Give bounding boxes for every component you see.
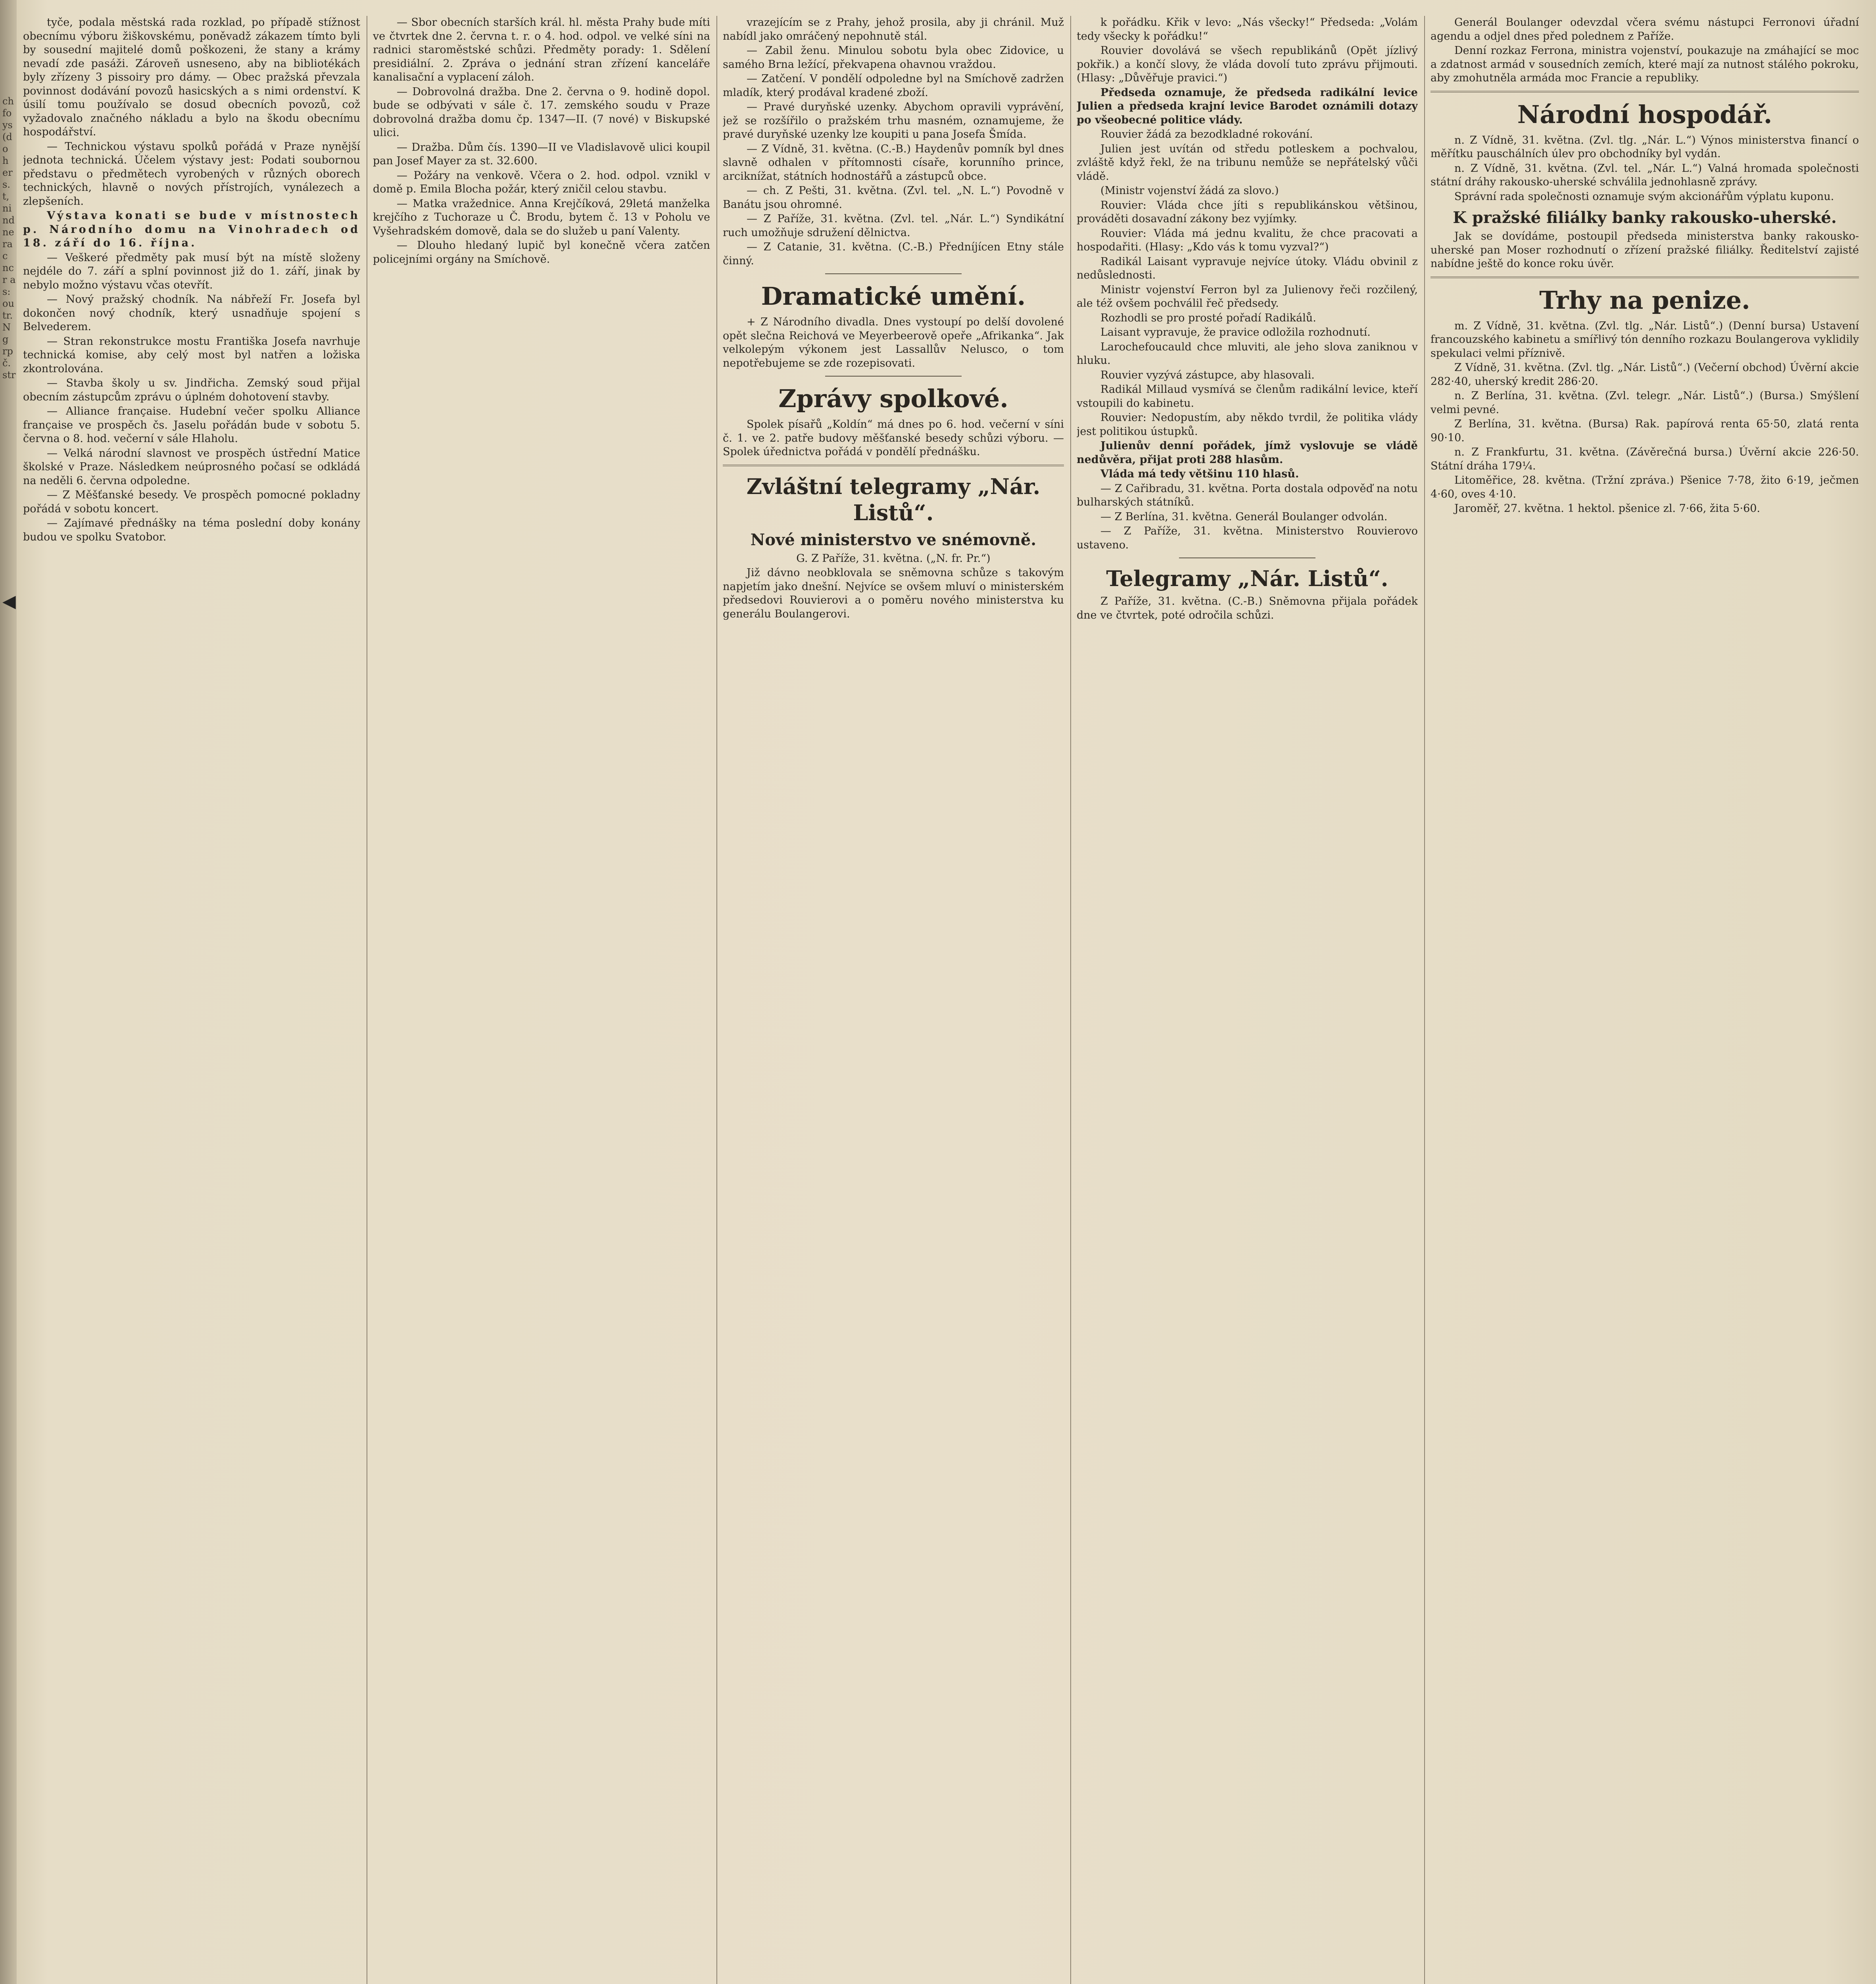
divider-double-rule <box>1431 91 1859 92</box>
col5-para-1: Generál Boulanger odevzdal včera svému nástupci Ferronovi úřadní agendu a odjel dnes před polednem z Paříže. <box>1431 16 1859 42</box>
telegram-dateline: G. Z Paříže, 31. května. („N. fr. Pr.“) <box>796 552 991 565</box>
col4-para-6: (Ministr vojenství žádá za slovo.) <box>1100 185 1279 197</box>
col1-para-5: — Stran rekonstrukce mostu Františka Josefa navrhuje technická komise, aby celý most byl natřen a ložiska zkontrolována. <box>23 335 360 375</box>
section-heading-drama: Dramatické umění. <box>761 282 1026 311</box>
col2-para-2: — Dobrovolná dražba. Dne 2. června o 9. hodině dopol. bude se odbývati v sále č. 17. zemského soudu v Praze dobrovolná dražba domu čp. 1347—II. (7 nové) v Biskupské ulici. <box>373 85 710 139</box>
col4-para-18: Vláda má tedy většinu 110 hlasů. <box>1100 468 1299 480</box>
col4-para-21: — Z Paříže, 31. května. Ministerstvo Rouvierovo ustaveno. <box>1077 525 1418 551</box>
col4-para-9: Radikál Laisant vypravuje nejvíce útoky. Vládu obvinil z nedůslednosti. <box>1077 255 1418 281</box>
column-separator <box>1424 16 1425 1984</box>
col5-bank-text: Jak se dovídáme, postoupil předseda ministerstva banky rakousko-uherské pan Moser rozhodnutí o zřízení pražské filiálky. Ředitelství zajisté nabídne ještě do konce roku úvěr. <box>1431 230 1859 270</box>
col4-para-16: Rouvier: Nedopustím, aby někdo tvrdil, že politika vlády jest politikou ústupků. <box>1077 411 1418 438</box>
col4-para-8: Rouvier: Vláda má jednu kvalitu, že chce pracovati a hospodařiti. (Hlasy: „Kdo vás k tomu vyzval?“) <box>1077 227 1418 253</box>
divider-double-rule <box>723 465 1064 466</box>
col5-market-5: n. Z Frankfurtu, 31. května. (Závěrečná bursa.) Úvěrní akcie 226·50. Státní dráha 179¼. <box>1431 446 1859 472</box>
col4-para-13: Larochefoucauld chce mluviti, ale jeho slova zaniknou v hluku. <box>1077 340 1418 367</box>
col1-para-8: — Velká národní slavnost ve prospěch ústřední Matice školské v Praze. Následkem neúprosného počasí se odkládá na neděli 6. června odpoledne. <box>23 447 360 487</box>
col1-para-1: tyče, podala městská rada rozklad, po případě stížnost obecnímu výboru žiškovskému, poněvadž zákazem tímto byli by sousední majitelé domů poškozeni, že stany a krámy nevadí zde pasáži. Zároveň usneseno, aby na bibliotékách byly zřízeny 3 pissoiry pro dámy. — Obec pražská převzala povinnost dodávání povozů hasicských a s nimi ordenství. K úsilí tomu používalo se dosud obecních povozů, což vyžadovalo značného nákladu a bylo na škodu obecnímu hospodářství. <box>23 16 360 138</box>
divider-double-rule <box>1431 277 1859 278</box>
col1-para-9: — Z Měšťanské besedy. Ve prospěch pomocné pokladny pořádá v sobotu koncert. <box>23 489 360 515</box>
col4-para-12: Laisant vypravuje, že pravice odložila rozhodnutí. <box>1100 326 1371 338</box>
col3-para-1: vrazejícím se z Prahy, jehož prosila, aby ji chránil. Muž nabídl jako omráčený nepohnutě stál. <box>723 16 1064 42</box>
margin-fragment-text: ch fo ys (do h er s. t, ni nd ne rac ncr as: ou tr. Ng rp č. str <box>2 96 16 381</box>
col4-para-17: Julienův denní pořádek, jímž vyslovuje se vládě nedůvěra, přijat proti 288 hlasům. <box>1077 440 1418 466</box>
col3-para-2: — Zabil ženu. Minulou sobotu byla obec Zidovice, u samého Brna ležící, překvapena ohavnou vraždou. <box>723 44 1064 71</box>
col4-para-10: Ministr vojenství Ferron byl za Julienovy řeči rozčilený, ale též ovšem pochválil řeč předsedy. <box>1077 283 1418 310</box>
section-heading-economy: Národní hospodář. <box>1517 100 1772 129</box>
col5-market-1: m. Z Vídně, 31. května. (Zvl. tlg. „Nár. Listů“.) (Denní bursa) Ustavení francouzského kabinetu a smířlivý tón denního rozkazu Boulangerova vyklidily spekulaci velmi příznivě. <box>1431 319 1859 360</box>
column-1 <box>23 16 360 1984</box>
col4-para-5: Julien jest uvítán od středu potleskem a pochvalou, zvláště když řekl, že na tribunu nemůže se nepřátelský vůči vládě. <box>1077 142 1418 183</box>
col1-para-2: — Technickou výstavu spolků pořádá v Praze nynější jednota technická. Účelem výstavy jest: Podati soubornou představu o předmětech vyrobených v různých oborech technických, hlavně o nových přístrojích, vynálezech a zlepšeních. <box>23 140 360 208</box>
subheading-bank-branch: K pražské filiálky banky rakousko-uherské. <box>1453 208 1837 227</box>
col5-market-3: n. Z Berlína, 31. května. (Zvl. telegr. „Nár. Listů“.) (Bursa.) Smýšlení velmi pevné. <box>1431 390 1859 416</box>
col4-para-2: Rouvier dovolává se všech republikánů (Opět jízlivý pokřik.) a končí slovy, že vláda dovolí tuto zprávu přijmouti. (Hlasy: „Důvěřuje pravici.“) <box>1077 44 1418 84</box>
col1-para-7: — Alliance française. Hudební večer spolku Alliance française ve prospěch čs. Jaselu pořádán bude v sobotu 5. června o 8. hod. večerní v sále Hlaholu. <box>23 405 360 445</box>
col5-market-6: Litoměřice, 28. května. (Tržní zpráva.) Pšenice 7·78, žito 6·19, ječmen 4·60, oves 4·10. <box>1431 474 1859 500</box>
col3-drama-text: + Z Národního divadla. Dnes vystoupí po delší dovolené opět slečna Reichová ve Meyerbeerově opeře „Afrikanka“. Jak velkolepým výkonem jest Lassallův Nelusco, o tom nepotřebujeme se zde rozepisovati. <box>723 316 1064 369</box>
col3-para-7: — Z Paříže, 31. května. (Zvl. tel. „Nár. L.“) Syndikátní ruch umožňuje sdružení dělnictva. <box>723 213 1064 239</box>
section-heading-money-market: Trhy na penize. <box>1539 285 1750 315</box>
col4-para-3: Předseda oznamuje, že předseda radikální levice Julien a předseda krajní levice Barodet oznámili dotazy po všeobecné politice vlády. <box>1077 86 1418 126</box>
col1-highlight: Výstava konati se bude v místnostech p. Národního domu na Vinohradech od 18. září do 16. října. <box>23 210 360 249</box>
section-heading-telegrams-2: Telegramy „Nár. Listů“. <box>1106 566 1388 591</box>
section-heading-telegrams: Zvláštní telegramy „Nár. Listů“. <box>746 473 1041 525</box>
col5-economy-3: Správní rada společnosti oznamuje svým akcionářům výplatu kuponu. <box>1454 190 1834 203</box>
col4-para-20: — Z Berlína, 31. května. Generál Boulanger odvolán. <box>1100 510 1388 523</box>
arrow-icon: ◀ <box>2 591 16 611</box>
col2-para-5: — Matka vražednice. Anna Krejčíková, 29letá manželka krejčího z Tuchoraze u Č. Brodu, bytem č. 13 v Poholu ve Vyšehradském domově, dala se do služeb u paní Valenty. <box>373 197 710 237</box>
col5-market-2: Z Vídně, 31. května. (Zvl. tlg. „Nár. Listů“.) (Večerní obchod) Úvěrní akcie 282·40, uherský kredit 286·20. <box>1431 361 1859 388</box>
col1-para-6: — Stavba školy u sv. Jindřicha. Zemský soud přijal obecním zástupcům zprávu o úplném dohotovení stavby. <box>23 377 360 403</box>
col4-telegram-text: Z Paříže, 31. května. (C.-B.) Sněmovna přijala pořádek dne ve čtvrtek, poté odročila schůzi. <box>1077 595 1418 621</box>
col2-para-3: — Dražba. Dům čís. 1390—II ve Vladislavově ulici koupil pan Josef Mayer za st. 32.600. <box>373 141 710 167</box>
col4-para-7: Rouvier: Vláda chce jíti s republikánskou většinou, prováděti dosavadní zákony bez vyjímky. <box>1077 199 1418 225</box>
col3-para-8: — Z Catanie, 31. května. (C.-B.) Předníjícen Etny stále činný. <box>723 241 1064 267</box>
subheading-ministry: Nové ministerstvo ve snémovně. <box>750 530 1037 549</box>
col3-para-5: — Z Vídně, 31. května. (C.-B.) Haydenův pomník byl dnes slavně odhalen v přítomnosti císaře, korunního prince, arciknížat, státních hodnostářů a zástupců obce. <box>723 142 1064 183</box>
divider-rule <box>825 376 962 377</box>
col4-para-4: Rouvier žádá za bezodkladné rokování. <box>1100 128 1313 140</box>
col3-para-4: — Pravé duryňské uzenky. Abychom opravili vyprávění, jež se rozšířilo o pražském trhu masném, oznamujeme, že pravé duryňské uzenky lze koupiti u pana Josefa Šmída. <box>723 101 1064 140</box>
column-4 <box>1077 16 1418 1984</box>
col1-para-4: — Nový pražský chodník. Na nábřeží Fr. Josefa byl dokončen nový chodník, který usnadňuje spojení s Belvederem. <box>23 293 360 333</box>
col3-para-3: — Zatčení. V pondělí odpoledne byl na Smíchově zadržen mladík, který prodával kradené zboží. <box>723 73 1064 99</box>
divider-rule <box>825 273 962 274</box>
column-separator <box>716 16 717 1984</box>
col3-telegram-text: Již dávno neobklovala se sněmovna schůze s takovým napjetím jako dnešní. Nejvíce se ovšem mluví o ministerském předsedovi Rouvierovi a o poměru nového ministerstva ku generálu Boulangerovi. <box>723 567 1064 620</box>
col4-para-14: Rouvier vyzývá zástupce, aby hlasovali. <box>1100 369 1315 381</box>
col3-association-text: Spolek písařů „Koldín“ má dnes po 6. hod. večerní v síni č. 1. ve 2. patře budovy měšťanské besedy schůzi výboru. — Spolek úřednictva pořádá v pondělí přednášku. <box>723 418 1064 458</box>
col5-para-2: Denní rozkaz Ferrona, ministra vojenství, poukazuje na zmáhající se moc a zdatnost armád v sousedních zemích, které mají za nutnost stálého pokroku, aby zmohutněla armáda moc Francie a republiky. <box>1431 44 1859 84</box>
column-5 <box>1431 16 1859 1984</box>
col5-economy-2: n. Z Vídně, 31. května. (Zvl. tel. „Nár. L.“) Valná hromada společnosti státní dráhy rakousko-uherské schválila jednohlasně zprávy. <box>1431 162 1859 188</box>
col4-para-19: — Z Cařibradu, 31. května. Porta dostala odpověď na notu bulharských státníků. <box>1077 482 1418 508</box>
column-separator <box>1070 16 1071 1984</box>
col4-para-11: Rozhodli se pro prosté pořadí Radikálů. <box>1100 311 1316 324</box>
column-3 <box>723 16 1064 1984</box>
col3-para-6: — ch. Z Pešti, 31. května. (Zvl. tel. „N. L.“) Povodně v Banátu jsou ohromné. <box>723 185 1064 211</box>
col5-economy-1: n. Z Vídně, 31. května. (Zvl. tlg. „Nár. L.“) Výnos ministerstva financí o měřítku pauschálních úlev pro obchodníky byl vydán. <box>1431 134 1859 160</box>
col1-para-3: — Veškeré předměty pak musí být na místě složeny nejdéle do 7. září a splní povinnost již do 1. září, jinak by nebylo možno výstavu včas otevřít. <box>23 251 360 291</box>
col2-para-6: — Dlouho hledaný lupič byl konečně včera zatčen policejními orgány na Smíchově. <box>373 239 710 265</box>
col2-para-4: — Požáry na venkově. Včera o 2. hod. odpol. vznikl v domě p. Emila Blocha požár, který zničil celou stavbu. <box>373 169 710 195</box>
col5-market-7: Jaroměř, 27. května. 1 hektol. pšenice zl. 7·66, žita 5·60. <box>1454 502 1761 515</box>
col5-market-4: Z Berlína, 31. května. (Bursa) Rak. papírová renta 65·50, zlatá renta 90·10. <box>1431 418 1859 444</box>
col2-para-1: — Sbor obecních starších král. hl. města Prahy bude míti ve čtvrtek dne 2. června t. r. o 4. hod. odpol. ve velké síni na radnici staroměstské schůzi. Předměty porady: 1. Sdělení presidiální. 2. Zpráva o jednání stran zřízení kanceláře kanalisační a vyplacení záloh. <box>373 16 710 83</box>
column-2 <box>373 16 710 1984</box>
section-heading-associations: Zprávy spolkové. <box>778 384 1008 413</box>
col4-para-1: k pořádku. Křik v levo: „Nás všecky!“ Předseda: „Volám tedy všecky k pořádku!“ <box>1077 16 1418 42</box>
col4-para-15: Radikál Millaud vysmívá se členům radikální levice, kteří vstoupili do kabinetu. <box>1077 383 1418 409</box>
col1-para-10: — Zajímavé přednášky na téma poslední doby konány budou ve spolku Svatobor. <box>23 517 360 543</box>
